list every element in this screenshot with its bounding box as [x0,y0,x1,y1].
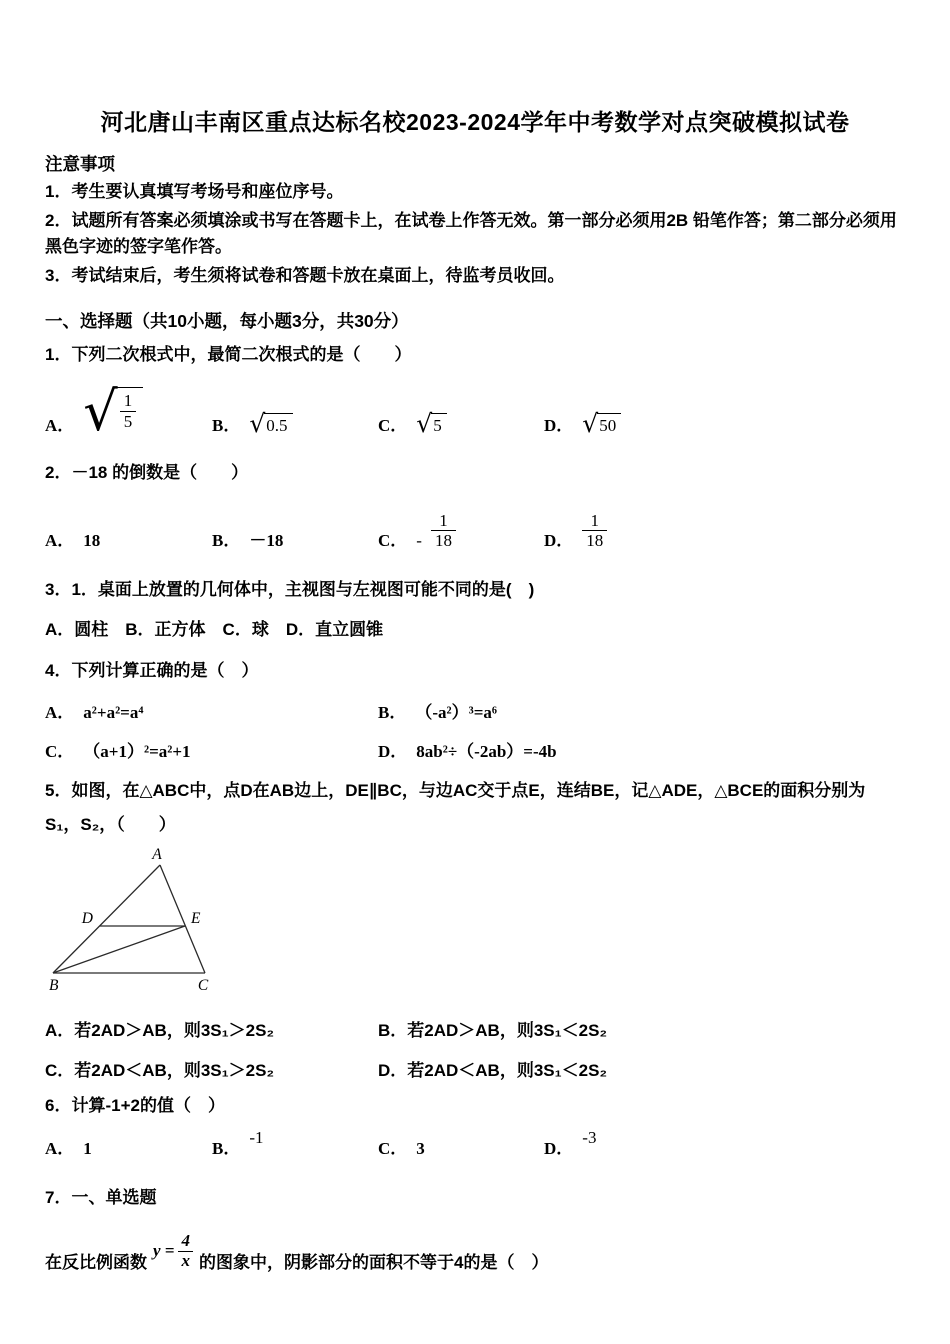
option-label: A． [45,531,75,550]
q4-option-a: A． a²+a²=a⁴ [45,698,378,723]
q5-option-b: B．若2AD＞AB，则3S₁＜2S₂ [378,1021,608,1040]
q5-options-row1 [45,1016,905,1041]
fraction: $\frac{1}{18}$ [582,511,607,551]
vertex-label-e: E [191,910,201,927]
option-label: D． [544,416,574,435]
inverse-proportion-formula [153,1232,193,1270]
sqrt-radical: √ 0.5 [249,413,292,436]
q4-options-row2 [45,737,905,762]
q5-option-c: C．若2AD＜AB，则3S₁＞2S₂ [45,1061,275,1080]
option-label: A． [45,416,75,435]
radical-sign: √ [83,380,118,443]
sqrt-radical [83,380,143,443]
option-label: D． [544,531,574,550]
q7-stem [45,1226,905,1294]
q5-stem-line2: S₁，S₂，（ ） [45,815,176,834]
sqrt-radical: √ 50 [582,413,621,436]
section-heading: 一、选择题（共10小题，每小题3分，共30分） [45,311,409,331]
notice-heading: 注意事项 [45,154,115,174]
q4-stem: 4．下列计算正确的是（ ） [45,661,259,680]
option-label: C． [378,416,408,435]
option-label: D． [544,1139,574,1158]
fraction: $\frac{4}{x}$ [178,1232,193,1270]
formula-lhs: y = [153,1241,175,1260]
q1-options [45,380,905,443]
vertex-label-a: A [152,846,162,863]
q1-option-b [212,387,378,436]
option-label: B． [212,1139,241,1158]
q5-option-a: A．若2AD＞AB，则3S₁＞2S₂ [45,1021,275,1040]
option-label: B． [212,531,241,550]
notice-section [45,151,905,289]
q6-option-c: C． 3 [378,1134,544,1159]
page-title: 河北唐山丰南区重点达标名校2023-2024学年中考数学对点突破模拟试卷 [100,109,850,135]
notice-item-1: 1．考生要认真填写考场号和座位序号。 [45,182,344,201]
q5-option-d: D．若2AD＜AB，则3S₁＜2S₂ [378,1061,608,1080]
minus-sign: - [416,531,422,550]
option-label: C． [378,1139,408,1158]
q1-option-c [378,387,544,436]
q2-option-c [378,495,544,551]
option-label: B． [378,703,407,722]
option-label: D． [378,742,408,761]
fraction: $\frac{1}{18}$ [431,511,456,551]
sqrt-radical: √ 5 [416,413,446,436]
q4-option-b: B． （-a²）³=a⁶ [378,698,905,723]
fraction: $\frac{1}{5}$ [120,391,137,431]
q6-option-b: B． -1 [212,1128,264,1158]
q2-option-d [544,495,905,551]
q1-option-d [544,387,905,436]
option-label: A． [45,1139,75,1158]
q2-option-b: B． －18 [212,495,378,551]
q3-stem: 3．1．桌面上放置的几何体中，主视图与左视图可能不同的是( ) [45,580,535,599]
triangle-diagram [45,843,225,1001]
q6-options [45,1128,905,1159]
q4-option-d: D． 8ab²÷（-2ab）=-4b [378,737,905,762]
q7-text-prefix: 在反比例函数 [45,1252,147,1272]
q7-heading: 7．一、单选题 [45,1188,157,1207]
notice-item-3: 3．考试结束后，考生须将试卷和答题卡放在桌面上，待监考员收回。 [45,266,565,285]
q1-option-a [45,380,212,443]
triangle-figure [45,843,905,1006]
notice-item-2: 2．试题所有答案必须填涂或书写在答题卡上，在试卷上作答无效。第一部分必须用2B 铅笔作答；第二部分必须用黑色字迹的签字笔作答。 [45,211,897,256]
option-label: C． [378,531,408,550]
q3-options: A．圆柱 B．正方体 C．球 D．直立圆锥 [45,620,384,639]
q2-option-a: A． 18 [45,495,212,551]
q6-option-d: D． -3 [544,1128,597,1158]
vertex-label-d: D [81,910,93,927]
q6-option-a: A． 1 [45,1134,212,1159]
radical-sign: √ [249,409,266,438]
vertex-label-b: B [49,977,59,994]
q4-option-c: C． （a+1）²=a²+1 [45,737,378,762]
q5-stem-line1: 5．如图，在△ABC中，点D在AB边上，DE∥BC，与边AC交于点E，连结BE，记△ADE，△BCE的面积分别为 [45,781,866,800]
q2-stem: 2．－18 的倒数是（ ） [45,463,249,482]
q1-stem: 1．下列二次根式中，最简二次根式的是（ ） [45,345,412,364]
vertex-label-c: C [197,977,209,994]
q2-options [45,495,905,551]
option-label: B． [212,416,241,435]
option-label: A． [45,703,75,722]
radical-sign: √ [416,409,433,438]
option-label: C． [45,742,75,761]
q6-stem: 6．计算-1+2的值（ ） [45,1096,225,1115]
q5-options-row2 [45,1056,905,1081]
q7-text-suffix: 的图象中，阴影部分的面积不等于4的是（ ） [198,1252,549,1272]
q4-options-row1 [45,698,905,723]
radical-sign: √ [582,409,599,438]
